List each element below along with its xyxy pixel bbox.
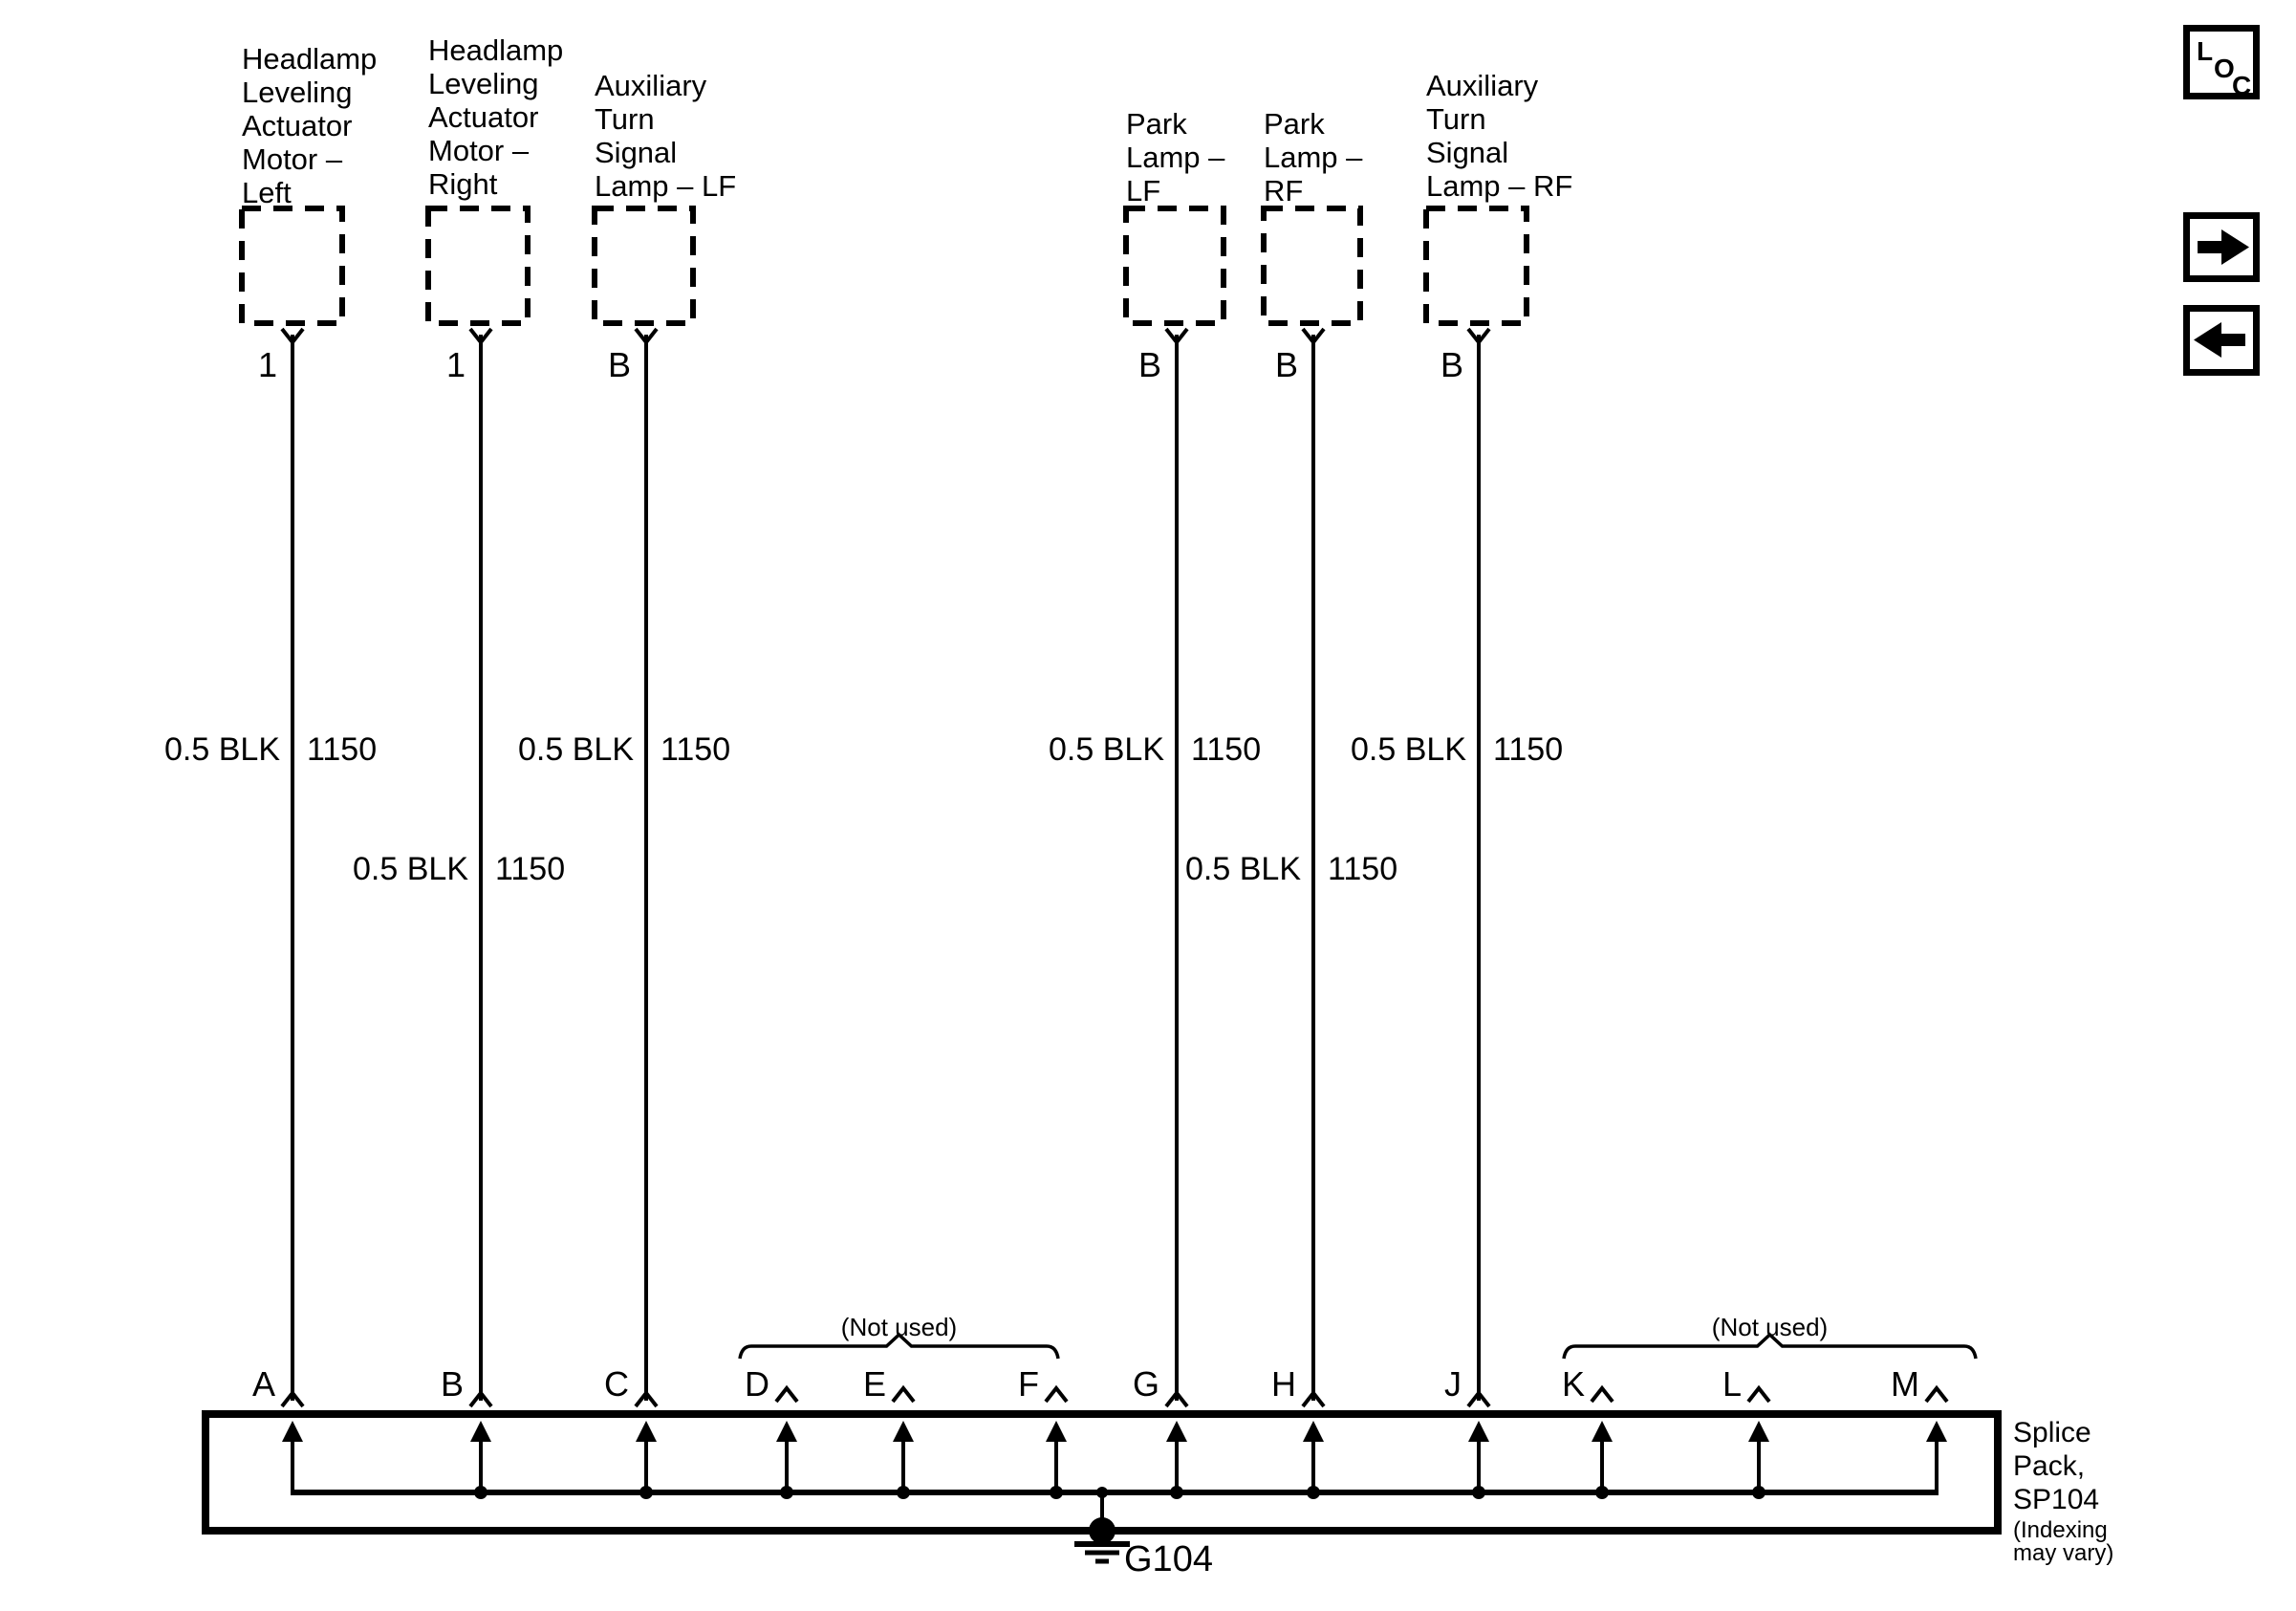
splice-pack-note-line: (Indexing bbox=[2013, 1517, 2108, 1543]
connector-box bbox=[1126, 208, 1224, 323]
connector-box bbox=[428, 208, 528, 323]
pin-label: 1 bbox=[257, 345, 277, 384]
terminal-arrowhead bbox=[1468, 1421, 1489, 1442]
prev-page-button[interactable] bbox=[2183, 305, 2260, 376]
splice-pack-label-line: Pack, bbox=[2013, 1450, 2086, 1482]
terminal-letter: J bbox=[1444, 1364, 1462, 1404]
terminal-letter: F bbox=[1018, 1364, 1039, 1404]
component-label-line: Signal bbox=[1426, 136, 1509, 169]
splice-pack-label-line: Splice bbox=[2013, 1417, 2091, 1448]
junction-dot bbox=[1170, 1486, 1183, 1499]
splice-pack-note-line: may vary) bbox=[2013, 1540, 2114, 1566]
loc-letter-c: C bbox=[2232, 71, 2252, 100]
terminal-arrowhead bbox=[776, 1421, 797, 1442]
pin-label: B bbox=[607, 345, 631, 384]
terminal-letter: M bbox=[1891, 1364, 1919, 1404]
component-label-line: Turn bbox=[595, 102, 655, 136]
terminal-letter: C bbox=[604, 1364, 629, 1404]
terminal-arrowhead bbox=[1592, 1421, 1613, 1442]
terminal-letter: A bbox=[251, 1364, 275, 1404]
not-used-terminal-chevron bbox=[893, 1388, 914, 1402]
component-label-line: Motor – bbox=[242, 142, 343, 176]
not-used-terminal-chevron bbox=[776, 1388, 797, 1402]
ground-node bbox=[1089, 1517, 1116, 1544]
junction-dot bbox=[1307, 1486, 1320, 1499]
pin-label: 1 bbox=[445, 345, 466, 384]
loc-button[interactable] bbox=[2183, 25, 2260, 99]
component-label-line: Park bbox=[1126, 107, 1187, 141]
component-label-line: Motor – bbox=[428, 134, 530, 167]
terminal-arrowhead bbox=[1303, 1421, 1324, 1442]
component-label-line: Lamp – LF bbox=[595, 169, 737, 203]
component-label-line: Park bbox=[1264, 107, 1325, 141]
terminal-letter: K bbox=[1561, 1364, 1585, 1404]
terminal-arrowhead bbox=[1926, 1421, 1947, 1442]
not-used-label: (Not used) bbox=[840, 1313, 958, 1341]
ground-label: G104 bbox=[1124, 1539, 1213, 1579]
component-label-line: Signal bbox=[595, 136, 678, 169]
not-used-terminal-chevron bbox=[1046, 1388, 1067, 1402]
component-label-line: RF bbox=[1264, 174, 1304, 207]
terminal-arrowhead bbox=[1748, 1421, 1769, 1442]
loc-letter-o: O bbox=[2214, 54, 2235, 83]
component-label-line: Lamp – bbox=[1264, 141, 1363, 174]
wire-gauge-label: 0.5 BLK bbox=[1049, 731, 1164, 768]
terminal-letter: E bbox=[862, 1364, 886, 1404]
left-arrow-icon bbox=[2190, 312, 2253, 369]
terminal-arrowhead bbox=[470, 1421, 491, 1442]
wire-gauge-label: 0.5 BLK bbox=[1351, 731, 1466, 768]
loc-letter-l: L bbox=[2197, 36, 2214, 66]
terminal-letter: D bbox=[745, 1364, 769, 1404]
junction-dot bbox=[639, 1486, 653, 1499]
pin-label: B bbox=[1137, 345, 1161, 384]
terminal-letter: H bbox=[1271, 1364, 1296, 1404]
wire-circuit-label: 1150 bbox=[661, 731, 731, 768]
component-label-line: Leveling bbox=[428, 67, 539, 100]
component-label-line: Headlamp bbox=[428, 33, 564, 67]
junction-dot bbox=[1595, 1486, 1609, 1499]
component-label-line: Actuator bbox=[242, 109, 353, 142]
connector-box bbox=[242, 208, 342, 323]
component-label-line: Lamp – bbox=[1126, 141, 1225, 174]
component-label-line: Leveling bbox=[242, 76, 353, 109]
junction-dot bbox=[1050, 1486, 1063, 1499]
component-label-line: Headlamp bbox=[242, 42, 378, 76]
junction-dot bbox=[1752, 1486, 1765, 1499]
not-used-terminal-chevron bbox=[1926, 1388, 1947, 1402]
wire-circuit-label: 1150 bbox=[1493, 731, 1564, 768]
wire-gauge-label: 0.5 BLK bbox=[353, 851, 468, 887]
wire-circuit-label: 1150 bbox=[307, 731, 378, 768]
component-label-line: Left bbox=[242, 176, 292, 209]
junction-dot bbox=[780, 1486, 793, 1499]
pin-label: B bbox=[1440, 345, 1463, 384]
not-used-terminal-chevron bbox=[1592, 1388, 1613, 1402]
wire-gauge-label: 0.5 BLK bbox=[1185, 851, 1301, 887]
next-page-button[interactable] bbox=[2183, 212, 2260, 282]
component-label-line: Lamp – RF bbox=[1426, 169, 1573, 203]
terminal-arrowhead bbox=[282, 1421, 303, 1442]
not-used-label: (Not used) bbox=[1711, 1313, 1829, 1341]
splice-pack-label-line: SP104 bbox=[2013, 1484, 2100, 1515]
junction-dot bbox=[474, 1486, 487, 1499]
component-label-line: Right bbox=[428, 167, 498, 201]
wire-circuit-label: 1150 bbox=[495, 851, 566, 887]
component-label-line: LF bbox=[1126, 174, 1161, 207]
component-label-line: Auxiliary bbox=[1426, 69, 1539, 102]
wire-gauge-label: 0.5 BLK bbox=[164, 731, 280, 768]
connector-box bbox=[595, 208, 693, 323]
terminal-letter: G bbox=[1132, 1364, 1159, 1404]
component-label-line: Auxiliary bbox=[595, 69, 707, 102]
terminal-arrowhead bbox=[893, 1421, 914, 1442]
wire-gauge-label: 0.5 BLK bbox=[518, 731, 634, 768]
terminal-arrowhead bbox=[636, 1421, 657, 1442]
junction-dot bbox=[1096, 1487, 1108, 1498]
component-label-line: Actuator bbox=[428, 100, 539, 134]
terminal-letter: L bbox=[1722, 1364, 1742, 1404]
not-used-terminal-chevron bbox=[1748, 1388, 1769, 1402]
component-label-line: Turn bbox=[1426, 102, 1486, 136]
wire-circuit-label: 1150 bbox=[1328, 851, 1398, 887]
connector-box bbox=[1264, 208, 1360, 323]
junction-dot bbox=[1472, 1486, 1485, 1499]
terminal-arrowhead bbox=[1166, 1421, 1187, 1442]
wire-circuit-label: 1150 bbox=[1191, 731, 1262, 768]
terminal-arrowhead bbox=[1046, 1421, 1067, 1442]
connector-box bbox=[1426, 208, 1527, 323]
pin-label: B bbox=[1274, 345, 1298, 384]
junction-dot bbox=[897, 1486, 910, 1499]
right-arrow-icon bbox=[2190, 219, 2253, 275]
terminal-letter: B bbox=[440, 1364, 464, 1404]
